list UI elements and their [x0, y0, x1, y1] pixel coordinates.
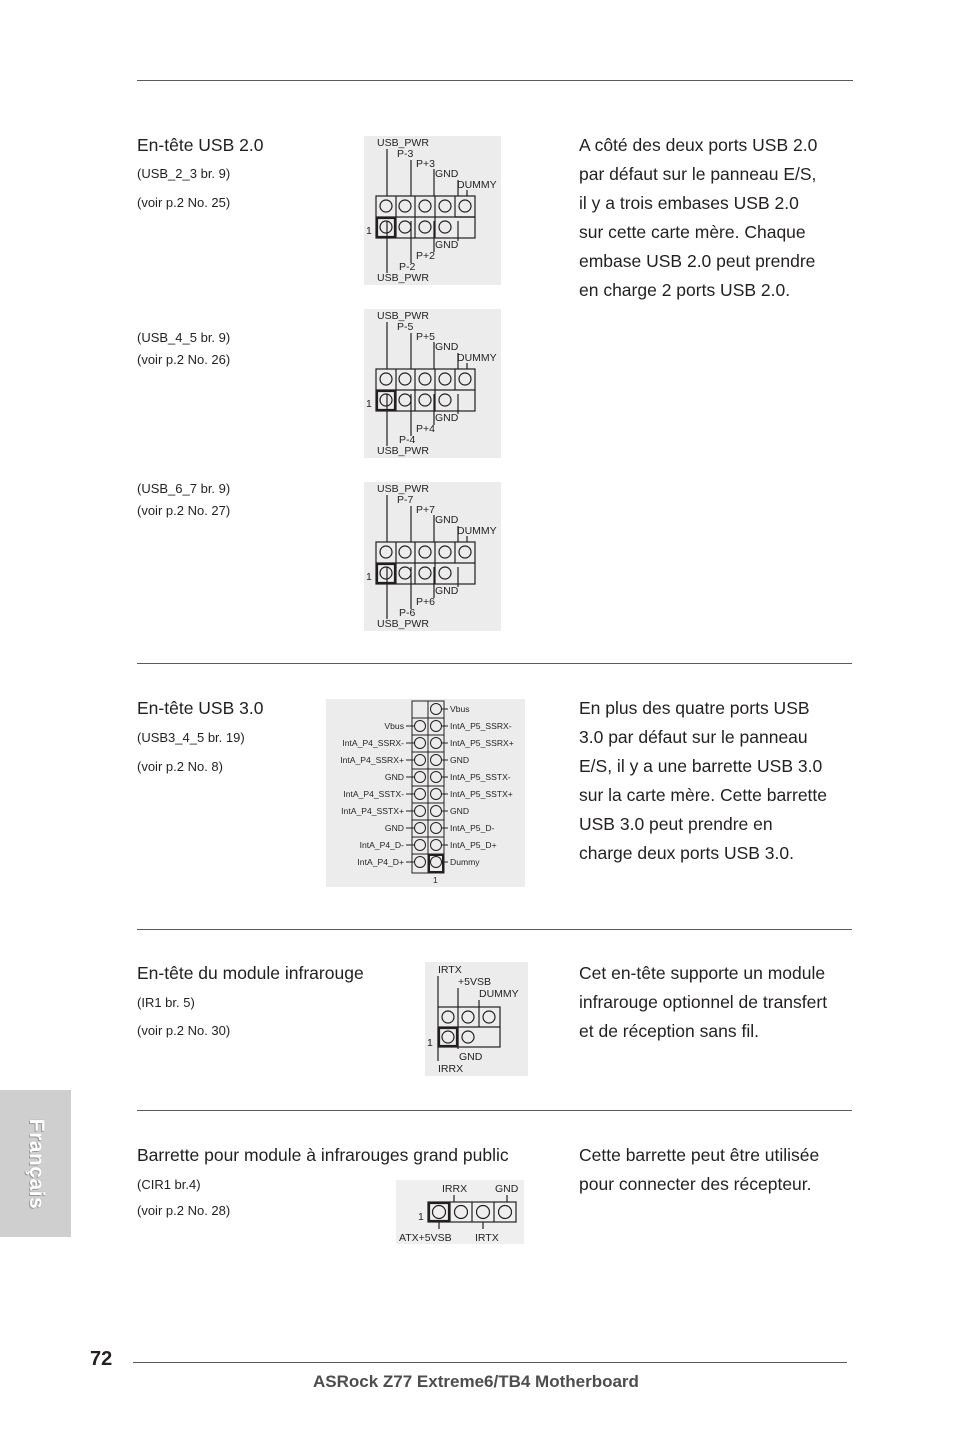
ir-ref: (IR1 br. 5): [137, 995, 195, 1010]
gnd-label-bottom: GND: [435, 239, 459, 251]
p-minus-label-bottom: P-4: [399, 434, 416, 446]
usb2-header-diagram-3: [364, 482, 501, 631]
desc-line: Cette barrette peut être utilisée: [579, 1145, 820, 1165]
gnd-label-bottom: GND: [435, 412, 459, 424]
usb3-page: (voir p.2 No. 8): [137, 759, 223, 774]
irtx-label: IRTX: [475, 1232, 499, 1244]
usb3-left-label: IntA_P4_SSRX+: [340, 755, 404, 765]
page-number: 72: [90, 1348, 113, 1370]
p-minus-label-top: P-7: [397, 494, 414, 506]
cir-header-diagram: [396, 1180, 524, 1244]
usb2-heading: En-tête USB 2.0: [137, 135, 264, 155]
section-divider: [137, 1110, 852, 1111]
pin-one-label: 1: [366, 398, 372, 410]
usb3-right-label: GND: [450, 806, 470, 816]
gnd-label-top: GND: [435, 341, 459, 353]
usb3-right-label: IntA_P5_D-: [450, 823, 495, 833]
dummy-label: DUMMY: [457, 352, 497, 364]
usb2-ref-1: (USB_2_3 br. 9): [137, 166, 231, 181]
desc-line: embase USB 2.0 peut prendre: [579, 251, 816, 271]
usb2-page-3: (voir p.2 No. 27): [137, 503, 231, 518]
pin-one-label: 1: [427, 1037, 433, 1049]
usb3-left-label: IntA_P4_D+: [357, 857, 404, 867]
desc-line: sur la carte mère. Cette barrette: [579, 785, 828, 805]
pin-one-label: 1: [366, 225, 372, 237]
desc-line: en charge 2 ports USB 2.0.: [579, 280, 791, 300]
gnd-label-bottom: GND: [435, 585, 459, 597]
usb3-right-label: IntA_P5_SSTX-: [450, 772, 511, 782]
usb2-ref-3: (USB_6_7 br. 9): [137, 481, 231, 496]
footer-title: ASRock Z77 Extreme6/TB4 Motherboard: [313, 1372, 639, 1391]
cir-heading: Barrette pour module à infrarouges grand public: [137, 1145, 509, 1165]
p-minus-label-top: P-3: [397, 148, 414, 160]
p-minus-label-bottom: P-6: [399, 607, 416, 619]
section-divider: [137, 663, 852, 664]
cir-page: (voir p.2 No. 28): [137, 1203, 231, 1218]
desc-line: sur cette carte mère. Chaque: [579, 222, 806, 242]
language-tab-label: Français: [24, 1118, 48, 1209]
p-plus-label-top: P+3: [416, 158, 435, 170]
desc-line: E/S, il y a une barrette USB 3.0: [579, 756, 823, 776]
usb-pwr-label-bottom: USB_PWR: [377, 445, 429, 457]
usb3-header-diagram: [326, 699, 525, 887]
usb3-right-label: GND: [450, 755, 470, 765]
usb-pwr-label-top: USB_PWR: [377, 137, 429, 149]
desc-line: Cet en-tête supporte un module: [579, 963, 826, 983]
dummy-label: DUMMY: [457, 179, 497, 191]
p-plus-label-top: P+5: [416, 331, 435, 343]
desc-line: En plus des quatre ports USB: [579, 698, 810, 718]
gnd-label-top: GND: [435, 514, 459, 526]
ir-header-diagram: [425, 962, 528, 1076]
ir-page: (voir p.2 No. 30): [137, 1023, 231, 1038]
footer-rule: [133, 1362, 847, 1363]
p-plus-label-bottom: P+4: [416, 423, 435, 435]
pin-one-label: 1: [433, 875, 438, 885]
usb2-page-1: (voir p.2 No. 25): [137, 195, 231, 210]
usb-pwr-label-bottom: USB_PWR: [377, 618, 429, 630]
usb3-left-label: GND: [384, 772, 404, 782]
gnd-label: GND: [495, 1183, 519, 1195]
usb2-header-diagram-1: [364, 136, 501, 285]
vsb-label: +5VSB: [458, 976, 491, 988]
gnd-label-top: GND: [435, 168, 459, 180]
p-plus-label-bottom: P+2: [416, 250, 435, 262]
section-divider: [137, 929, 852, 930]
cir-ref: (CIR1 br.4): [137, 1177, 201, 1192]
desc-line: par défaut sur le panneau E/S,: [579, 164, 817, 184]
language-side-tab: [0, 1090, 71, 1237]
usb3-left-label: IntA_P4_SSTX+: [341, 806, 404, 816]
desc-line: 3.0 par défaut sur le panneau: [579, 727, 808, 747]
desc-line: infrarouge optionnel de transfert: [579, 992, 828, 1012]
usb3-heading: En-tête USB 3.0: [137, 698, 264, 718]
pin-one-label: 1: [366, 571, 372, 583]
irrx-label: IRRX: [438, 1063, 464, 1075]
usb3-left-label: IntA_P4_D-: [359, 840, 404, 850]
usb3-right-label: IntA_P5_SSTX+: [450, 789, 513, 799]
dummy-label: DUMMY: [457, 525, 497, 537]
irtx-label: IRTX: [438, 964, 462, 976]
usb3-left-label: GND: [384, 823, 404, 833]
usb3-left-label: IntA_P4_SSTX-: [343, 789, 404, 799]
dummy-label: DUMMY: [479, 988, 519, 1000]
usb3-right-label: IntA_P5_SSRX+: [450, 738, 514, 748]
ir-description: [579, 959, 827, 1046]
usb2-header-diagram-2: [364, 309, 501, 458]
usb3-right-label: IntA_P5_SSRX-: [450, 721, 512, 731]
usb-pwr-label-bottom: USB_PWR: [377, 272, 429, 284]
usb3-left-label: IntA_P4_SSRX-: [342, 738, 404, 748]
usb3-ref: (USB3_4_5 br. 19): [137, 730, 245, 745]
p-plus-label-bottom: P+6: [416, 596, 435, 608]
p-minus-label-top: P-5: [397, 321, 414, 333]
vbus-top-label: Vbus: [450, 704, 470, 714]
gnd-label: GND: [459, 1051, 483, 1063]
usb3-right-label: IntA_P5_D+: [450, 840, 497, 850]
irrx-label: IRRX: [442, 1183, 468, 1195]
usb3-description: [579, 694, 827, 868]
cir-description: [579, 1141, 819, 1199]
usb-pwr-label-top: USB_PWR: [377, 310, 429, 322]
atx-5vsb-label: ATX+5VSB: [399, 1232, 452, 1244]
desc-line: il y a trois embases USB 2.0: [579, 193, 799, 213]
usb3-left-label: Vbus: [384, 721, 404, 731]
desc-line: charge deux ports USB 3.0.: [579, 843, 794, 863]
p-minus-label-bottom: P-2: [399, 261, 416, 273]
usb-pwr-label-top: USB_PWR: [377, 483, 429, 495]
desc-line: et de réception sans fil.: [579, 1021, 759, 1041]
pin-one-label: 1: [418, 1211, 424, 1223]
desc-line: A côté des deux ports USB 2.0: [579, 135, 818, 155]
desc-line: pour connecter des récepteur.: [579, 1174, 812, 1194]
ir-heading: En-tête du module infrarouge: [137, 963, 364, 983]
usb2-description: [579, 131, 817, 305]
usb2-page-2: (voir p.2 No. 26): [137, 352, 231, 367]
p-plus-label-top: P+7: [416, 504, 435, 516]
usb2-ref-2: (USB_4_5 br. 9): [137, 330, 231, 345]
desc-line: USB 3.0 peut prendre en: [579, 814, 773, 834]
top-rule: [137, 80, 853, 81]
usb3-right-label: Dummy: [450, 857, 480, 867]
